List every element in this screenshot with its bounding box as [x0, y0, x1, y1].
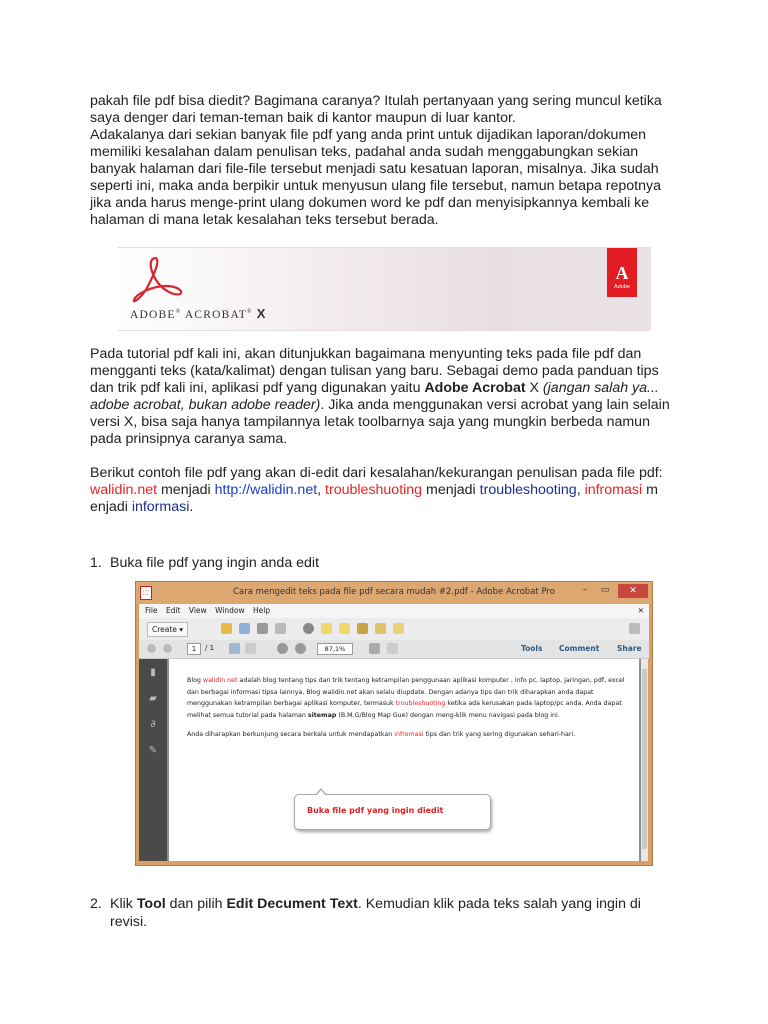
select-tool-icon[interactable] [229, 643, 240, 654]
settings-icon[interactable] [303, 623, 314, 634]
acrobat-window-screenshot [135, 581, 653, 866]
example-menjadi-3: m enjadi [90, 482, 658, 515]
intro-paragraph-1 [90, 93, 680, 127]
callout-pointer-fill [316, 790, 326, 796]
read-mode-icon[interactable] [387, 643, 398, 654]
example-intro: Berikut contoh file pdf yang akan di-edit dari kesalahan/kekurangan penulisan pada file pdf: [90, 465, 663, 481]
callout-text: Buka file pdf yang ingin diedit [307, 806, 444, 815]
example-sep-1: , [317, 482, 326, 498]
main-toolbar [139, 618, 649, 641]
example-wrong-2: troubleshuoting [325, 482, 423, 498]
window-title: Cara mengedit teks pada file pdf secara mudah #2.pdf - Adobe Acrobat Pro [233, 587, 555, 597]
menu-help[interactable]: Help [253, 606, 271, 615]
adobe-acrobat-banner [118, 247, 651, 331]
attachments-icon[interactable]: ∂ [150, 719, 156, 730]
banner-version: X [256, 306, 266, 321]
step-2-bold-1: Tool [136, 896, 166, 912]
pdf-p1-link: walidin.net [202, 677, 238, 684]
maximize-icon[interactable]: ▭ [600, 585, 610, 595]
pdf-p1-b: adalah blog tentang tips dan trik tentang ketrampilan penggunaan aplikasi komputer , info pc, laptop, jaringan, pdf, excel dan berbagai informasi tipsa lainnya. Blog walidin.net akan selalu diupdate. Dengan adanya tips dan trik diharapkan anda dapat menggunakan ketrampilan berbagai aplikasi komputer, termasuk [187, 677, 625, 707]
intro-text-2: Adakalanya dari sekian banyak file pdf yang anda print untuk dijadikan laporan/dokumen memiliki kesalahan dalam penulisan teks, padahal anda sudah menggabungkan sekian banyak halaman dari file-file tersebut menjadi satu kesatuan laporan, misalnya. Jika sudah seperti ini, maka anda berpikir untuk menyusun ulang file tersebut, namun betapa repotnya jika anda harus menge-print ulang dokumen word ke pdf dan menyisipkannya kembali ke halaman di mana letak kesalahan teks tersebut berada. [90, 127, 661, 228]
step-2-pre: Klik [110, 896, 137, 912]
next-page-icon[interactable] [163, 644, 172, 653]
open-icon[interactable] [221, 623, 232, 634]
expand-icon[interactable] [629, 623, 640, 634]
page-count: / 1 [205, 644, 215, 652]
navigation-panel [139, 659, 167, 861]
example-menjadi-2: menjadi [422, 482, 480, 498]
zoom-in-icon[interactable] [295, 643, 306, 654]
page-number-input[interactable]: 1 [187, 643, 201, 655]
highlight-icon[interactable] [339, 623, 350, 634]
bookmarks-icon[interactable]: ▰ [149, 693, 157, 704]
page-thumbnails-icon[interactable]: ▮ [150, 667, 156, 678]
menu-edit[interactable]: Edit [165, 606, 181, 615]
pdf-p1-a: Blog [187, 677, 203, 684]
menu-bar [139, 604, 649, 618]
pdf-page [169, 659, 639, 861]
tutorial-bold: Adobe Acrobat [424, 380, 526, 396]
example-menjadi-1: menjadi [157, 482, 215, 498]
step-2-text [110, 895, 670, 931]
adobe-badge [607, 248, 637, 297]
step-2-number: 2. [90, 896, 102, 912]
pdf-paragraph-1 [187, 675, 627, 721]
tutorial-text-3: . Jika anda menggunakan versi acrobat yang lain selain versi X, bisa saja hanya tampilannya letak toolbarnya saja yang mungkin berbeda namun pada prinsipnya caranya sama. [90, 397, 670, 447]
tutorial-italic: (jangan salah ya... adobe acrobat, bukan adobe reader) [90, 380, 659, 413]
minimize-icon[interactable]: – [582, 585, 588, 595]
attach-icon[interactable] [375, 623, 386, 634]
tutorial-text-2: X [525, 380, 543, 396]
example-wrong-1: walidin.net [90, 482, 158, 498]
example-paragraph [90, 465, 680, 516]
comment-icon[interactable] [321, 623, 332, 634]
step-1-number: 1. [90, 555, 102, 571]
example-right-1[interactable]: http://walidin.net [214, 482, 318, 498]
share-tab[interactable]: Share [617, 644, 642, 653]
step-2-bold-2: Edit Decument Text [226, 896, 358, 912]
tools-tab[interactable]: Tools [521, 644, 543, 653]
pdf-paragraph-2 [187, 729, 627, 741]
pdf-p2-b: tips dan trik yang sering digunakan sehari-hari. [423, 731, 576, 738]
vertical-scrollbar[interactable] [641, 659, 648, 861]
example-right-2: troubleshooting [479, 482, 577, 498]
example-sep-2: , [576, 482, 585, 498]
window-titlebar [136, 582, 652, 604]
step-1-text: Buka file pdf yang ingin anda edit [110, 555, 320, 571]
document-area [167, 659, 648, 861]
tutorial-text-1: Pada tutorial pdf kali ini, akan ditunjukkan bagaimana menyunting teks pada file pdf dan mengganti teks (kata/kalimat) dengan tulisan yang baru. Sebagai demo pada panduan tips dan trik pdf kali ini, aplikasi pdf yang digunakan yaitu [90, 346, 659, 396]
step-2-post: . Kemudian klik pada teks salah yang ingin di revisi. [110, 896, 641, 930]
pdf-text [187, 675, 627, 749]
step-2-mid: dan pilih [165, 896, 227, 912]
pdf-file-icon: ⬚ [140, 586, 152, 600]
prev-page-icon[interactable] [147, 644, 156, 653]
zoom-out-icon[interactable] [277, 643, 288, 654]
pdf-p1-red: troubleshuoting [395, 700, 446, 707]
scrollbar-thumb[interactable] [642, 669, 647, 849]
adobe-logo-word: Adobe [614, 284, 630, 290]
banner-brand: ADOBE® ACROBAT® X [130, 306, 266, 321]
tutorial-paragraph [90, 346, 680, 448]
close-icon[interactable]: ✕ [618, 584, 648, 598]
pdf-p1-bold: sitemap [307, 711, 337, 719]
print-icon[interactable] [257, 623, 268, 634]
sign-icon[interactable] [393, 623, 404, 634]
fit-page-icon[interactable] [369, 643, 380, 654]
intro-text-1: pakah file pdf bisa diedit? Bagimana caranya? Itulah pertanyaan yang sering muncul ketika saya denger dari teman-teman baik di kantor maupun di luar kantor. [90, 93, 662, 126]
zoom-level-select[interactable]: 87,1% [317, 643, 353, 655]
intro-paragraph-2 [90, 127, 680, 229]
acrobat-logo-icon [126, 254, 186, 304]
pdf-p1-d: (B.M.G/Blog Map Gue) dengan meng-klik menu navigasi pada blog ini. [336, 711, 560, 719]
comment-tab[interactable]: Comment [559, 644, 600, 653]
pdf-p2-red: infromasi [394, 731, 424, 738]
example-end: . [189, 499, 194, 515]
menu-close-icon[interactable]: ✕ [637, 606, 644, 615]
save-icon[interactable] [239, 623, 250, 634]
pdf-p1-c: ketika ada kerusakan pada laptop/pc anda. Anda dapat melihat semua tutorial pada halaman [187, 700, 622, 719]
example-wrong-3: infromasi [584, 482, 643, 498]
navigation-bar [139, 640, 649, 659]
callout-box [294, 794, 491, 830]
menu-file[interactable]: File [145, 606, 158, 615]
signatures-icon[interactable]: ✎ [148, 745, 158, 756]
banner-product: ADOBE [130, 309, 176, 321]
banner-product-name: ACROBAT [184, 309, 247, 321]
email-icon[interactable] [275, 623, 286, 634]
pdf-p2-a: Anda diharapkan berkunjung secara berkala untuk mendapatkan [187, 731, 395, 738]
menu-window[interactable]: Window [215, 606, 245, 615]
menu-view[interactable]: View [188, 606, 207, 615]
create-label: Create [152, 625, 177, 634]
hand-tool-icon[interactable] [245, 643, 256, 654]
stamp-icon[interactable] [357, 623, 368, 634]
example-right-3: informasi [131, 499, 190, 515]
adobe-logo-letter: A [615, 263, 629, 283]
create-button[interactable]: Create ▾ [147, 622, 188, 637]
